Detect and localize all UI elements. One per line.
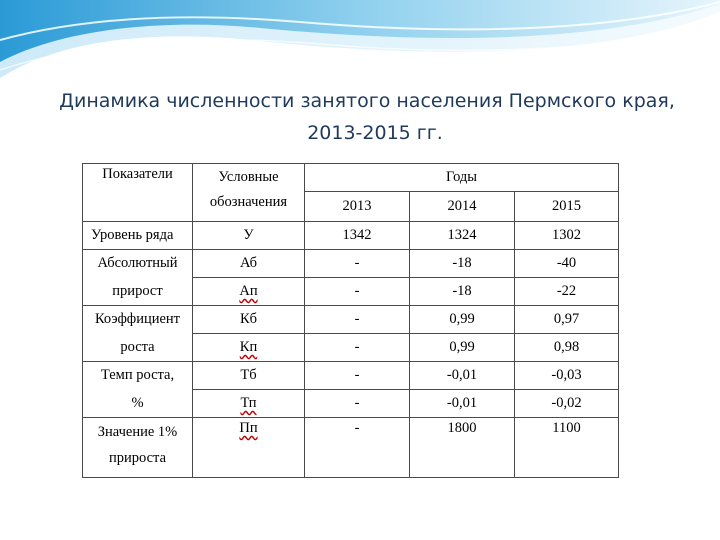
cell-2014: 1800	[410, 418, 515, 478]
row-symbol	[193, 418, 305, 478]
row-symbol: У	[193, 222, 305, 250]
title-line-1: Динамика численности занятого населения Пермского края,	[59, 90, 675, 112]
cell-2014: -18	[410, 250, 515, 278]
cell-2014: 0,99	[410, 334, 515, 362]
cell-2014: 1324	[410, 222, 515, 250]
slide-title	[0, 86, 720, 148]
cell-2013: -	[305, 306, 410, 334]
symbol-text: Тп	[240, 395, 257, 411]
header-symbols-line2: обозначения	[193, 192, 305, 222]
cell-2013: 1342	[305, 222, 410, 250]
table-row	[83, 278, 619, 306]
table-row	[83, 390, 619, 418]
row-label: прироста	[83, 448, 193, 478]
table-header-row	[83, 164, 619, 192]
row-symbol	[193, 390, 305, 418]
cell-2014: -0,01	[410, 362, 515, 390]
cell-2013: -	[305, 418, 410, 478]
cell-2013: -	[305, 278, 410, 306]
row-label: роста	[83, 334, 193, 362]
row-label: прирост	[83, 278, 193, 306]
cell-2015: -22	[515, 278, 619, 306]
table-row	[83, 250, 619, 278]
header-year-2013: 2013	[305, 192, 410, 222]
row-symbol: Аб	[193, 250, 305, 278]
symbol-text: Пп	[239, 420, 258, 436]
table-row	[83, 362, 619, 390]
cell-2015: 0,97	[515, 306, 619, 334]
symbol-text: Ап	[239, 283, 258, 299]
row-symbol: Кб	[193, 306, 305, 334]
row-label: %	[83, 390, 193, 418]
symbol-text: Кп	[239, 339, 258, 355]
cell-2014: -0,01	[410, 390, 515, 418]
employment-table	[82, 163, 619, 478]
cell-2014: -18	[410, 278, 515, 306]
row-label: Абсолютный	[83, 250, 193, 278]
header-years: Годы	[305, 164, 619, 192]
cell-2015: -40	[515, 250, 619, 278]
table-row	[83, 222, 619, 250]
header-year-2014: 2014	[410, 192, 515, 222]
row-symbol: Тб	[193, 362, 305, 390]
header-symbols-line1: Условные	[193, 164, 305, 192]
cell-2015: 1302	[515, 222, 619, 250]
row-symbol	[193, 278, 305, 306]
header-indicators: Показатели	[83, 164, 193, 222]
header-decoration	[0, 0, 720, 80]
cell-2013: -	[305, 250, 410, 278]
table-row	[83, 334, 619, 362]
cell-2015: -0,03	[515, 362, 619, 390]
cell-2013: -	[305, 390, 410, 418]
cell-2015: 1100	[515, 418, 619, 478]
table-row	[83, 418, 619, 448]
row-symbol	[193, 334, 305, 362]
cell-2015: 0,98	[515, 334, 619, 362]
cell-2013: -	[305, 334, 410, 362]
cell-2013: -	[305, 362, 410, 390]
title-line-2: 2013-2015 гг.	[307, 122, 443, 144]
row-label: Коэффициент	[83, 306, 193, 334]
row-label: Уровень ряда	[83, 222, 193, 250]
cell-2015: -0,02	[515, 390, 619, 418]
table-row	[83, 306, 619, 334]
cell-2014: 0,99	[410, 306, 515, 334]
header-year-2015: 2015	[515, 192, 619, 222]
row-label: Значение 1%	[83, 418, 193, 448]
row-label: Темп роста,	[83, 362, 193, 390]
